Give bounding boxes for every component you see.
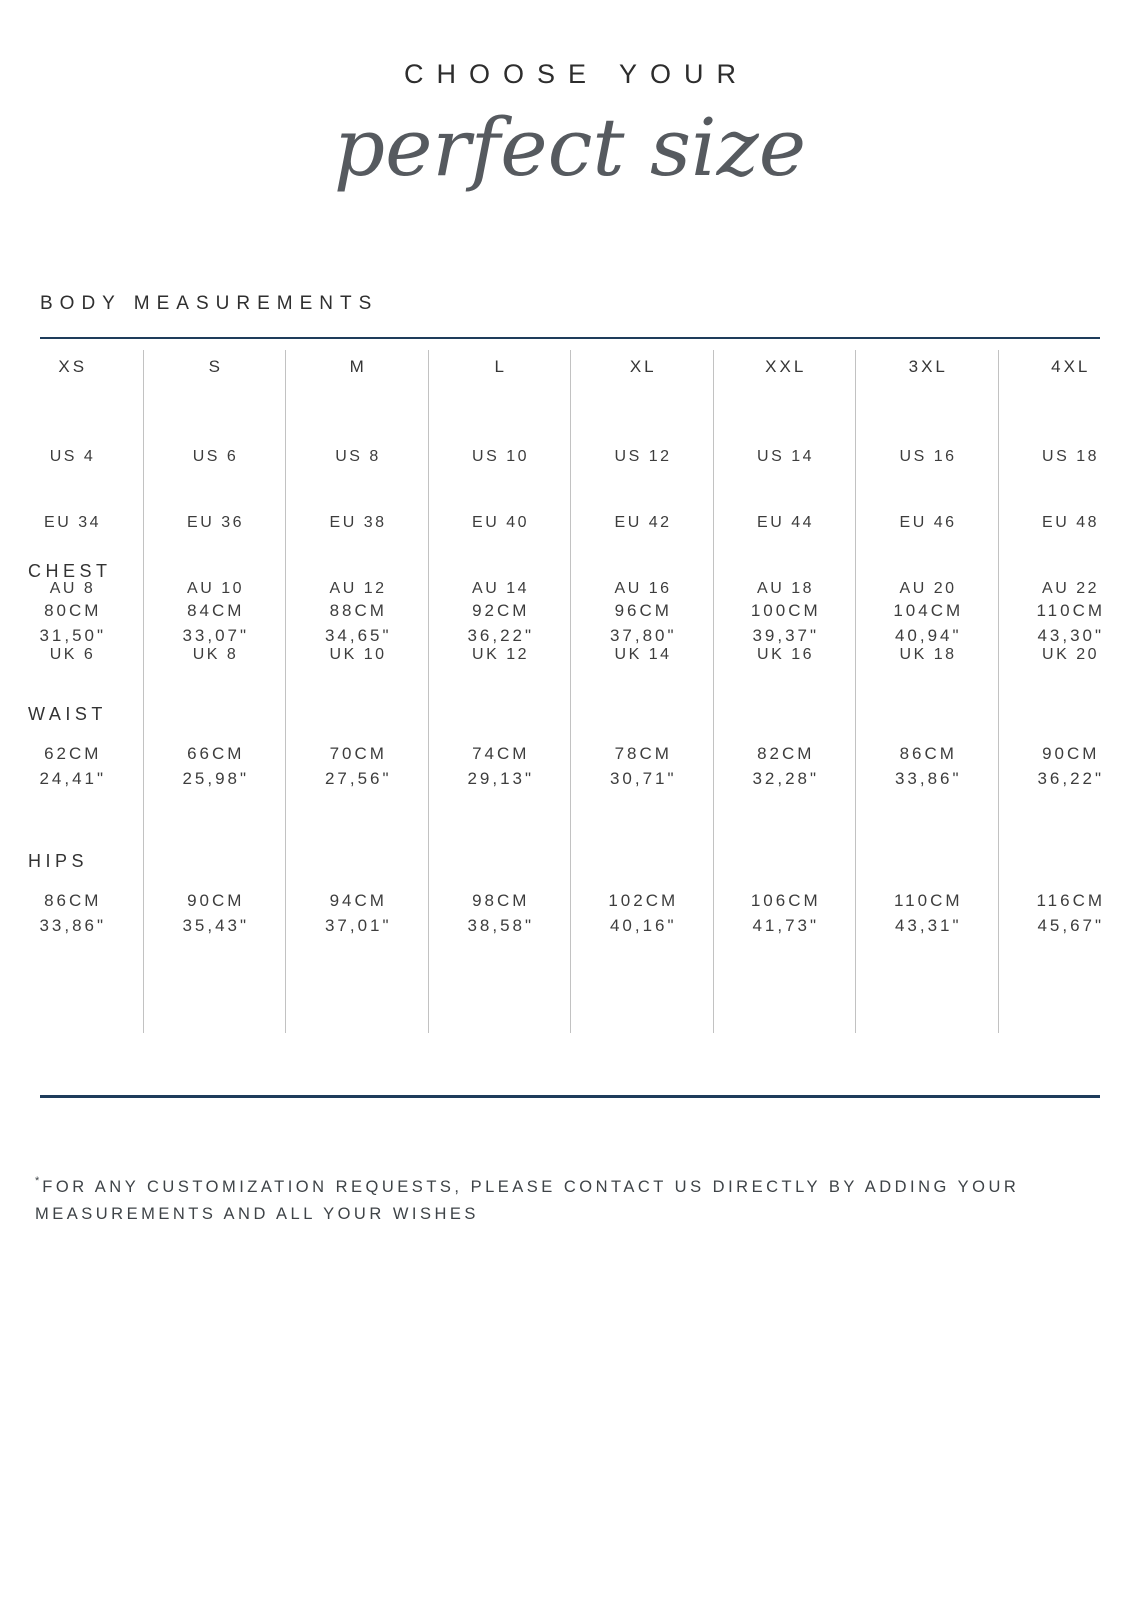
column-filler — [714, 944, 856, 1033]
size-column-xl — [570, 350, 713, 1033]
size-eu: EU 46 — [899, 514, 957, 531]
chest-values — [429, 584, 571, 654]
footnote-line-2: MEASUREMENTS AND ALL YOUR WISHES — [35, 1205, 479, 1223]
waist-inches: 30,71" — [609, 769, 677, 788]
size-eu: EU 36 — [187, 514, 244, 531]
waist-cm: 90CM — [1042, 744, 1100, 763]
waist-inches: 24,41" — [39, 769, 107, 788]
chest-inches: 39,37" — [752, 626, 820, 645]
size-column-header: XL — [629, 357, 657, 376]
chest-cm: 84CM — [187, 601, 245, 620]
footnote — [35, 1168, 1105, 1228]
waist-values — [999, 727, 1140, 797]
size-column-header: 4XL — [1051, 357, 1091, 376]
waist-inches: 27,56" — [324, 769, 392, 788]
section-title: BODY MEASUREMENTS — [40, 293, 379, 314]
size-uk: UK 14 — [614, 646, 672, 663]
size-uk: UK 10 — [329, 646, 387, 663]
waist-cm: 86CM — [899, 744, 957, 763]
size-uk: UK 20 — [1042, 646, 1099, 663]
hips-values — [144, 874, 286, 944]
size-au: AU 12 — [329, 580, 387, 597]
waist-values — [286, 727, 428, 797]
chest-inches: 34,65" — [324, 626, 392, 645]
footnote-line-1: FOR ANY CUSTOMIZATION REQUESTS, PLEASE CONTACT US DIRECTLY BY ADDING YOUR — [42, 1178, 1020, 1196]
size-us: US 14 — [757, 448, 814, 465]
waist-inches: 36,22" — [1037, 769, 1105, 788]
waist-cm: 78CM — [614, 744, 672, 763]
size-au: AU 22 — [1042, 580, 1099, 597]
size-us: US 4 — [49, 448, 96, 465]
size-column-header: XXL — [765, 357, 807, 376]
size-uk: UK 12 — [472, 646, 529, 663]
hips-cm: 90CM — [187, 891, 245, 910]
chest-values — [714, 584, 856, 654]
size-au: AU 20 — [899, 580, 957, 597]
hips-inches: 41,73" — [752, 916, 820, 935]
chest-cm: 88CM — [329, 601, 387, 620]
hips-inches: 45,67" — [1037, 916, 1105, 935]
size-uk: UK 8 — [192, 646, 239, 663]
size-uk: UK 16 — [757, 646, 814, 663]
hips-cm: 86CM — [44, 891, 102, 910]
waist-values — [571, 727, 713, 797]
hips-values — [0, 874, 143, 944]
kicker-title: CHOOSE YOUR — [403, 59, 750, 89]
chest-values — [571, 584, 713, 654]
chest-values — [286, 584, 428, 654]
column-filler — [0, 944, 143, 1033]
waist-inches: 25,98" — [182, 769, 250, 788]
column-filler — [286, 944, 428, 1033]
chest-cm: 96CM — [614, 601, 672, 620]
size-column-4xl — [998, 350, 1140, 1033]
hips-cm: 102CM — [608, 891, 679, 910]
hips-cm: 98CM — [472, 891, 530, 910]
size-column-xs — [0, 350, 143, 1033]
waist-cm: 62CM — [44, 744, 102, 763]
hips-inches: 35,43" — [182, 916, 250, 935]
page-title: perfect size — [333, 101, 807, 194]
size-au: AU 10 — [187, 580, 244, 597]
waist-inches: 32,28" — [752, 769, 820, 788]
hips-inches: 40,16" — [609, 916, 677, 935]
size-us: US 16 — [899, 448, 957, 465]
size-column-s — [143, 350, 286, 1033]
footnote-asterisk: * — [35, 1175, 40, 1187]
size-us: US 18 — [1042, 448, 1099, 465]
hips-cm: 106CM — [750, 891, 821, 910]
row-label-hips: HIPS — [28, 851, 89, 871]
row-label-waist: WAIST — [28, 704, 107, 724]
size-eu: EU 40 — [472, 514, 529, 531]
hips-values — [286, 874, 428, 944]
chest-cm: 104CM — [893, 601, 964, 620]
size-us: US 12 — [614, 448, 672, 465]
waist-values — [714, 727, 856, 797]
size-table — [0, 350, 1140, 1033]
column-filler — [999, 944, 1140, 1033]
hips-values — [714, 874, 856, 944]
size-au: AU 14 — [472, 580, 529, 597]
waist-cm: 74CM — [472, 744, 530, 763]
size-us: US 8 — [335, 448, 381, 465]
size-column-3xl — [855, 350, 998, 1033]
chest-cm: 100CM — [750, 601, 821, 620]
size-us: US 6 — [192, 448, 239, 465]
hips-values — [429, 874, 571, 944]
waist-inches: 29,13" — [467, 769, 535, 788]
hips-values — [856, 874, 998, 944]
column-filler — [571, 944, 713, 1033]
bottom-rule — [40, 1095, 1100, 1098]
chest-values — [144, 584, 286, 654]
size-us: US 10 — [472, 448, 529, 465]
chest-inches: 36,22" — [467, 626, 535, 645]
row-label-chest: CHEST — [28, 561, 112, 581]
waist-values — [856, 727, 998, 797]
waist-cm: 70CM — [329, 744, 387, 763]
waist-inches: 33,86" — [894, 769, 962, 788]
waist-cm: 66CM — [187, 744, 245, 763]
hips-cm: 94CM — [329, 891, 387, 910]
chest-values — [0, 584, 143, 654]
waist-values — [144, 727, 286, 797]
size-column-l — [428, 350, 571, 1033]
size-column-xxl — [713, 350, 856, 1033]
size-eu: EU 48 — [1042, 514, 1099, 531]
hips-inches: 43,31" — [894, 916, 962, 935]
chest-cm: 92CM — [472, 601, 530, 620]
size-uk: UK 18 — [899, 646, 957, 663]
chest-values — [999, 584, 1140, 654]
waist-values — [429, 727, 571, 797]
size-eu: EU 44 — [757, 514, 814, 531]
size-column-header: S — [208, 357, 223, 376]
hips-cm: 110CM — [893, 891, 963, 910]
size-eu: EU 34 — [44, 514, 101, 531]
hips-values — [571, 874, 713, 944]
size-column-header: L — [494, 357, 507, 376]
waist-cm: 82CM — [757, 744, 815, 763]
chest-values — [856, 584, 998, 654]
hips-inches: 33,86" — [39, 916, 107, 935]
chest-inches: 43,30" — [1037, 626, 1105, 645]
chest-inches: 33,07" — [182, 626, 250, 645]
column-filler — [856, 944, 998, 1033]
size-eu: EU 42 — [614, 514, 672, 531]
chest-inches: 31,50" — [39, 626, 107, 645]
size-column-header: 3XL — [908, 357, 948, 376]
size-uk: UK 6 — [49, 646, 96, 663]
chest-inches: 37,80" — [609, 626, 677, 645]
column-filler — [429, 944, 571, 1033]
size-column-header: XS — [58, 357, 88, 376]
column-filler — [144, 944, 286, 1033]
hips-cm: 116CM — [1036, 891, 1106, 910]
waist-values — [0, 727, 143, 797]
chest-inches: 40,94" — [894, 626, 962, 645]
size-eu: EU 38 — [329, 514, 387, 531]
size-column-header: M — [349, 357, 367, 376]
size-au: AU 16 — [614, 580, 672, 597]
chest-cm: 110CM — [1036, 601, 1106, 620]
top-rule — [40, 337, 1100, 339]
hips-inches: 38,58" — [467, 916, 535, 935]
hips-values — [999, 874, 1140, 944]
hips-inches: 37,01" — [324, 916, 392, 935]
size-column-m — [285, 350, 428, 1033]
chest-cm: 80CM — [44, 601, 102, 620]
size-au: AU 18 — [757, 580, 814, 597]
size-au: AU 8 — [49, 580, 96, 597]
